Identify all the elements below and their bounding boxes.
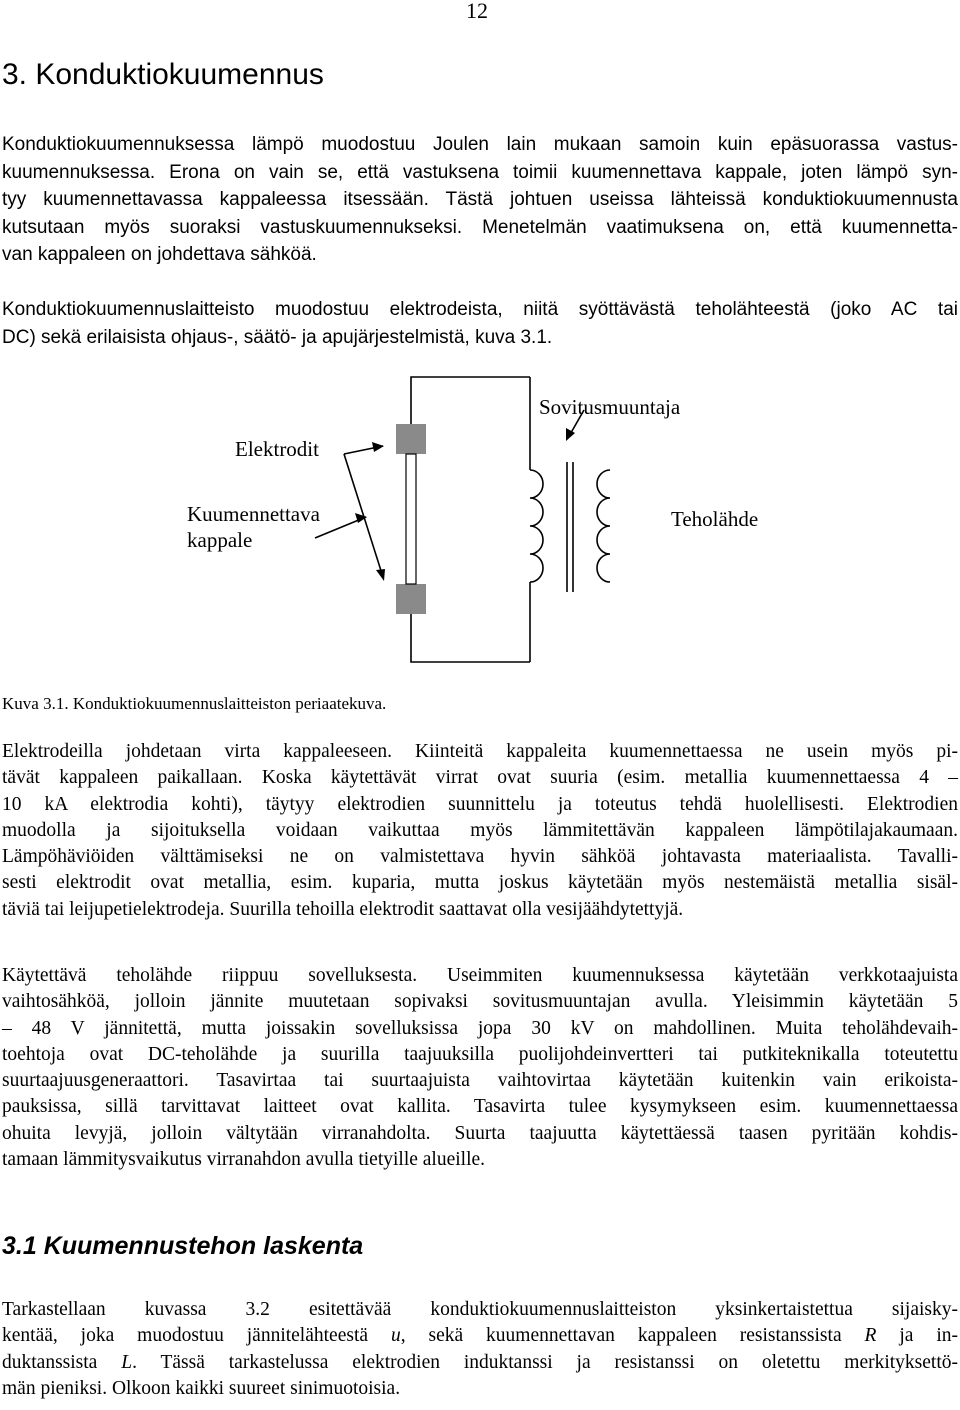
label-transformer: Sovitusmuuntaja	[539, 395, 681, 419]
paragraph-line: kutsutaan myös suoraksi vastuskuumennukseksi. Menetelmän vaatimuksena on, että kuumennetta-	[2, 216, 958, 238]
paragraph-line	[2, 1350, 958, 1376]
paragraph-line: ohuita levyjä, jolloin vältytään virranahdolta. Suurta taajuutta käytettäessä taasen pyritään kohdis-	[2, 1122, 958, 1144]
variable-R: R	[864, 1325, 877, 1347]
paragraph-line	[2, 1323, 958, 1349]
text-fragment: . Tässä tarkastelussa elektrodien induktanssi ja resistanssi on oletettu merkityksettö-	[132, 1351, 958, 1373]
electrode-top	[396, 424, 426, 454]
paragraph-2	[2, 296, 958, 351]
paragraph-line: toehtoja ovat DC-teholähde ja suurilla taajuuksilla puolijohdeinvertteri tai putkiteknikalla toteutettu	[2, 1043, 958, 1065]
text-fragment: , sekä kuumennettavan kappaleen resistanssista	[400, 1325, 865, 1347]
text-fragment: ja in-	[876, 1325, 958, 1347]
section-heading: 3.1 Kuumennustehon laskenta	[2, 1232, 364, 1260]
paragraph-line: pauksissa, sillä tarvittavat laitteet ovat kallita. Tasavirta tulee kysymykseen esim. kuumennettaessa	[2, 1096, 958, 1118]
paragraph-4	[2, 963, 958, 1173]
paragraph-line: DC) sekä erilaisista ohjaus-, säätö- ja apujärjestelmistä, kuva 3.1.	[2, 326, 553, 348]
page-number: 12	[466, 0, 488, 23]
paragraph-line: tyy kuumennettavassa kappaleessa itsessään. Tästä johtuen useissa lähteissä konduktiokuumennusta	[2, 189, 958, 211]
paragraph-line: suurtaajuusgeneraattori. Tasavirtaa tai suurtaajuista vaihtovirtaa käytetään kuitenkin vain erikoista-	[2, 1070, 958, 1092]
paragraph-line: täviä tai leijupetielektrodeja. Suurilla tehoilla elektrodit saattavat olla vesijäähdytettyjä.	[2, 898, 684, 920]
paragraph-line: sesti elektrodit ovat metallia, esim. kuparia, mutta joskus käytetään myös nestemäistä metallia sisäl-	[2, 872, 958, 894]
paragraph-line: vaihtosähköä, jolloin jännite muutetaan sopivaksi sovitusmuuntajan avulla. Yleisimmin käytetään 5	[2, 991, 958, 1013]
arrow-electrode-bottom	[344, 454, 383, 577]
paragraph-line: Tarkastellaan kuvassa 3.2 esitettävää konduktiokuumennuslaitteiston yksinkertaistettua sijaisky-	[2, 1299, 958, 1320]
text-fragment: duktanssista	[2, 1351, 122, 1373]
label-workpiece-1: Kuumennettava	[187, 502, 320, 526]
label-workpiece-2: kappale	[187, 528, 253, 552]
workpiece	[406, 454, 416, 584]
figure-3-1	[0, 370, 960, 680]
figure-caption: Kuva 3.1. Konduktiokuumennuslaitteiston periaatekuva.	[2, 694, 387, 713]
paragraph-3	[2, 739, 958, 923]
paragraph-line: Elektrodeilla johdetaan virta kappaleeseen. Kiinteitä kappaleita kuumennettaessa ne usein myös pi-	[2, 741, 958, 762]
paragraph-1	[2, 131, 958, 269]
paragraph-line: tamaan lämmitysvaikutus virranahdon avulla tietyille alueille.	[2, 1149, 486, 1171]
paragraph-5	[2, 1297, 958, 1402]
circuit-wire	[411, 377, 530, 662]
paragraph-line: van kappaleen on johdettava sähköä.	[2, 244, 317, 266]
label-electrodes: Elektrodit	[235, 437, 319, 461]
label-power-source: Teholähde	[671, 507, 759, 531]
paragraph-line: Käytettävä teholähde riippuu sovelluksesta. Useimmiten kuumennuksessa käytetään verkkotaajuista	[2, 965, 958, 986]
paragraph-line: män pieniksi. Olkoon kaikki suureet sinimuotoisia.	[2, 1377, 401, 1399]
paragraph-line: 10 kA elektrodia kohti), täytyy elektrodien suunnittelu ja toteutus tehdä huolellisesti. Elektrodien	[2, 793, 958, 815]
paragraph-line: – 48 V jännitettä, mutta joissakin sovelluksissa jopa 30 kV on mahdollinen. Muita teholähdevaih-	[2, 1017, 958, 1039]
paragraph-line: Lämpöhäviöiden välttämiseksi ne on valmistettava hyvin sähköä johtavasta materiaalista. Tavalli-	[2, 846, 958, 868]
electrode-bottom	[396, 584, 426, 614]
secondary-coil	[597, 470, 610, 582]
chapter-heading: 3. Konduktiokuumennus	[2, 58, 324, 91]
variable-L: L	[121, 1351, 133, 1373]
paragraph-line: kuumennuksessa. Erona on vain se, että vastuksena toimii kuumennettava kappale, joten lämpö syn-	[2, 161, 958, 183]
paragraph-line: Konduktiokuumennuksessa lämpö muodostuu Joulen lain mukaan samoin kuin epäsuorassa vastus-	[2, 134, 958, 155]
variable-u: u	[390, 1325, 401, 1347]
paragraph-line: Konduktiokuumennuslaitteisto muodostuu elektrodeista, niitä syöttävästä teholähteestä (joko AC tai	[2, 299, 958, 320]
primary-coil	[530, 470, 543, 582]
paragraph-line: tävät kappaleen paikallaan. Koska käytettävät virrat ovat suuria (esim. metallia kuumennettaessa 4 –	[2, 767, 958, 789]
text-fragment: kentää, joka muodostuu jännitelähteestä	[2, 1325, 391, 1347]
circuit-diagram	[0, 370, 960, 680]
paragraph-line: muodolla ja sijoituksella voidaan vaikuttaa myös lämmitettävän kappaleen lämpötilajakaumaan.	[2, 819, 958, 841]
